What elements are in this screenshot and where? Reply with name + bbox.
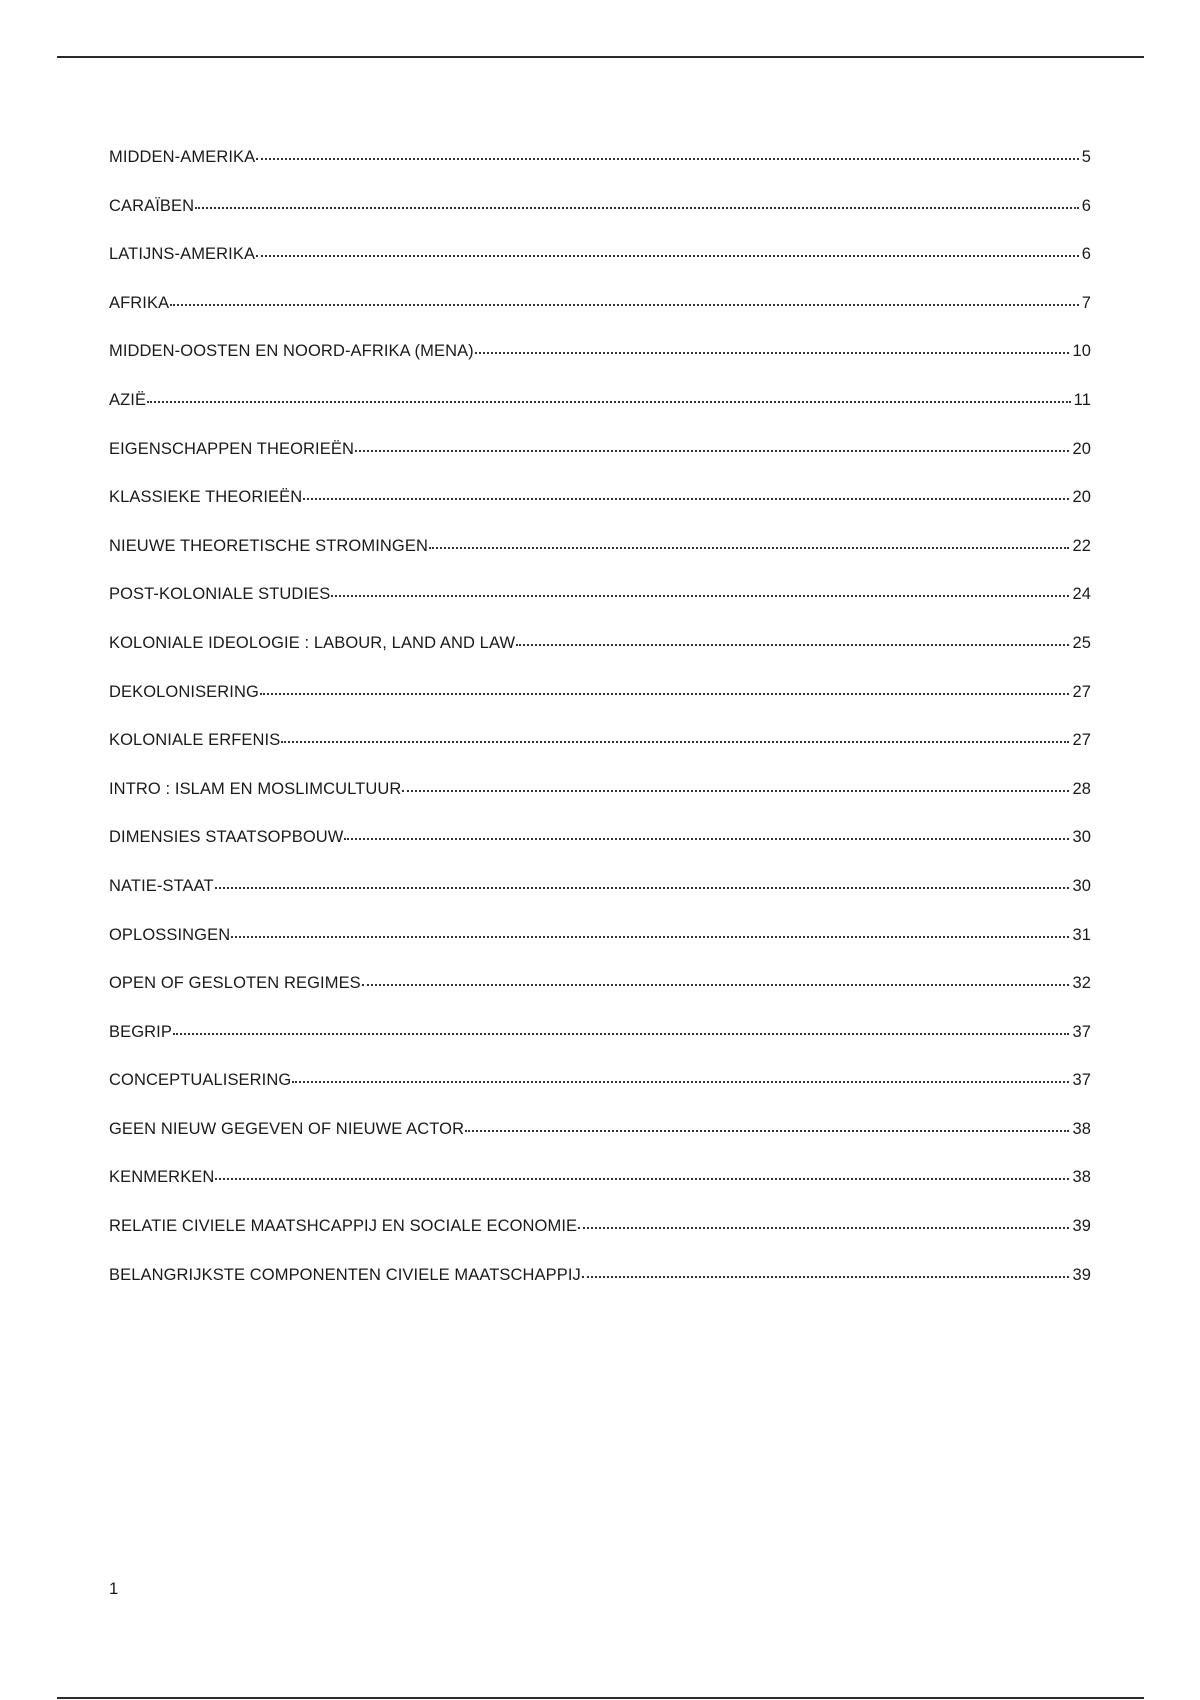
toc-entry-page: 27	[1072, 682, 1091, 701]
toc-entry-title: NIEUWE THEORETISCHE STROMINGEN	[109, 536, 428, 555]
toc-entry[interactable]	[109, 634, 1091, 683]
toc-leader-dots	[516, 643, 1069, 646]
toc-entry[interactable]	[109, 1071, 1091, 1120]
toc-entry-page: 24	[1072, 585, 1091, 604]
toc-entry-page: 5	[1081, 148, 1091, 166]
toc-entry[interactable]	[109, 1266, 1091, 1315]
table-of-contents	[109, 148, 1091, 1314]
toc-entry[interactable]	[109, 245, 1091, 294]
toc-entry-page: 37	[1072, 1071, 1091, 1090]
toc-entry[interactable]	[109, 488, 1091, 537]
toc-entry-page: 37	[1072, 1022, 1091, 1041]
toc-entry-title: CARAÏBEN	[109, 196, 195, 215]
toc-entry-page: 30	[1072, 876, 1091, 895]
toc-leader-dots	[147, 400, 1071, 403]
toc-entry[interactable]	[109, 780, 1091, 829]
toc-entry-title: KOLONIALE ERFENIS	[109, 731, 281, 750]
toc-entry[interactable]	[109, 440, 1091, 489]
toc-entry[interactable]	[109, 1023, 1091, 1072]
toc-leader-dots	[582, 1275, 1070, 1278]
toc-entry[interactable]	[109, 974, 1091, 1023]
toc-entry-title: GEEN NIEUW GEGEVEN OF NIEUWE ACTOR	[109, 1119, 465, 1138]
footer-rule	[57, 1697, 1144, 1699]
toc-entry-page: 6	[1081, 196, 1091, 215]
toc-leader-dots	[429, 546, 1069, 549]
toc-leader-dots	[331, 594, 1069, 597]
toc-leader-dots	[344, 837, 1069, 840]
toc-leader-dots	[303, 497, 1069, 500]
toc-entry-title: DEKOLONISERING	[109, 682, 259, 701]
toc-entry-page: 7	[1081, 293, 1091, 312]
toc-entry-page: 11	[1073, 390, 1091, 409]
toc-entry-title: RELATIE CIVIELE MAATSHCAPPIJ EN SOCIALE ECONOMIE	[109, 1217, 578, 1236]
toc-entry-page: 20	[1072, 488, 1091, 507]
toc-leader-dots	[215, 1177, 1069, 1180]
toc-entry-title: BELANGRIJKSTE COMPONENTEN CIVIELE MAATSCHAPPIJ	[109, 1265, 581, 1284]
toc-leader-dots	[465, 1129, 1069, 1132]
toc-entry[interactable]	[109, 828, 1091, 877]
toc-leader-dots	[260, 692, 1070, 695]
toc-entry[interactable]	[109, 294, 1091, 343]
toc-entry-title: NATIE-STAAT	[109, 876, 214, 895]
toc-entry-title: INTRO : ISLAM EN MOSLIMCULTUUR	[109, 779, 402, 798]
toc-entry[interactable]	[109, 1217, 1091, 1266]
toc-entry-page: 6	[1081, 245, 1091, 264]
toc-entry[interactable]	[109, 148, 1091, 197]
toc-entry-page: 27	[1072, 731, 1091, 750]
toc-entry-page: 31	[1072, 925, 1091, 944]
toc-entry-title: AZIË	[109, 390, 147, 409]
toc-entry-page: 20	[1072, 439, 1091, 458]
toc-leader-dots	[355, 449, 1069, 452]
header-rule	[57, 56, 1144, 58]
toc-entry-page: 39	[1072, 1265, 1091, 1284]
toc-entry[interactable]	[109, 1120, 1091, 1169]
toc-entry[interactable]	[109, 197, 1091, 246]
toc-leader-dots	[215, 886, 1070, 889]
toc-leader-dots	[195, 206, 1079, 209]
toc-entry-page: 30	[1072, 828, 1091, 847]
toc-entry-page: 39	[1072, 1217, 1091, 1236]
toc-entry[interactable]	[109, 1168, 1091, 1217]
toc-leader-dots	[362, 983, 1070, 986]
toc-leader-dots	[578, 1226, 1069, 1229]
toc-entry-title: POST-KOLONIALE STUDIES	[109, 585, 331, 604]
toc-entry-title: EIGENSCHAPPEN THEORIEËN	[109, 439, 354, 458]
toc-leader-dots	[475, 351, 1070, 354]
page-number: 1	[109, 1580, 119, 1598]
toc-entry[interactable]	[109, 391, 1091, 440]
toc-entry[interactable]	[109, 877, 1091, 926]
toc-leader-dots	[256, 157, 1078, 160]
toc-entry[interactable]	[109, 926, 1091, 975]
toc-leader-dots	[402, 789, 1069, 792]
toc-entry-title: DIMENSIES STAATSOPBOUW	[109, 828, 344, 847]
toc-entry[interactable]	[109, 585, 1091, 634]
toc-entry-page: 28	[1072, 779, 1091, 798]
toc-entry-title: MIDDEN-AMERIKA	[109, 148, 256, 166]
toc-entry-page: 38	[1072, 1119, 1091, 1138]
toc-leader-dots	[173, 1032, 1069, 1035]
toc-entry-title: AFRIKA	[109, 293, 170, 312]
toc-leader-dots	[281, 740, 1069, 743]
toc-entry-title: OPLOSSINGEN	[109, 925, 231, 944]
toc-entry[interactable]	[109, 731, 1091, 780]
toc-entry-page: 22	[1072, 536, 1091, 555]
toc-entry-title: CONCEPTUALISERING	[109, 1071, 292, 1090]
toc-entry-title: KENMERKEN	[109, 1168, 215, 1187]
toc-leader-dots	[292, 1080, 1069, 1083]
toc-entry-title: LATIJNS-AMERIKA	[109, 245, 256, 264]
toc-entry[interactable]	[109, 342, 1091, 391]
toc-leader-dots	[170, 303, 1079, 306]
toc-entry-title: BEGRIP	[109, 1022, 172, 1041]
toc-entry[interactable]	[109, 683, 1091, 732]
toc-entry-page: 25	[1072, 633, 1091, 652]
toc-entry-title: OPEN OF GESLOTEN REGIMES	[109, 974, 361, 993]
toc-entry-page: 10	[1072, 342, 1091, 361]
toc-leader-dots	[256, 254, 1079, 257]
toc-entry-title: MIDDEN-OOSTEN EN NOORD-AFRIKA (MENA)	[109, 342, 474, 361]
toc-entry-page: 38	[1072, 1168, 1091, 1187]
toc-entry[interactable]	[109, 537, 1091, 586]
toc-entry-title: KLASSIEKE THEORIEËN	[109, 488, 303, 507]
toc-entry-title: KOLONIALE IDEOLOGIE : LABOUR, LAND AND LAW	[109, 633, 516, 652]
toc-entry-page: 32	[1072, 974, 1091, 993]
toc-leader-dots	[231, 935, 1069, 938]
